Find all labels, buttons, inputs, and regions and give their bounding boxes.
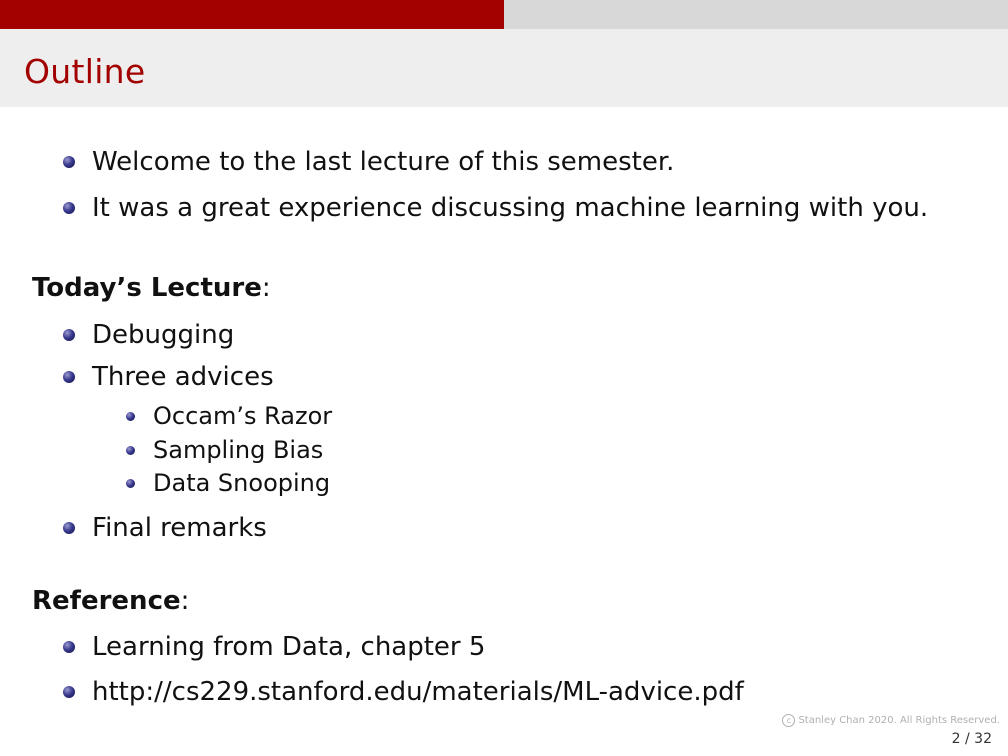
sub-bullet-icon [126, 412, 135, 421]
copyright-icon: c [782, 714, 795, 727]
bullet-icon [63, 202, 75, 214]
reference-link[interactable]: http://cs229.stanford.edu/materials/ML-advice.pdf [92, 677, 744, 707]
bullet-icon [63, 522, 75, 534]
progress-bar-fill [0, 0, 504, 29]
bullet-icon [63, 329, 75, 341]
sub-bullet-icon [126, 446, 135, 455]
reference-heading: Reference: [32, 586, 190, 616]
sub-bullet-icon [126, 479, 135, 488]
bullet-icon [63, 641, 75, 653]
copyright-notice: c Stanley Chan 2020. All Rights Reserved. [782, 714, 1000, 727]
todays-lecture-heading: Today’s Lecture: [32, 273, 271, 303]
slide-title: Outline [24, 52, 146, 91]
title-band [0, 29, 1008, 107]
page-number: 2 / 32 [951, 731, 992, 747]
bullet-icon [63, 686, 75, 698]
progress-bar [0, 0, 1008, 29]
bullet-icon [63, 371, 75, 383]
bullet-icon [63, 156, 75, 168]
